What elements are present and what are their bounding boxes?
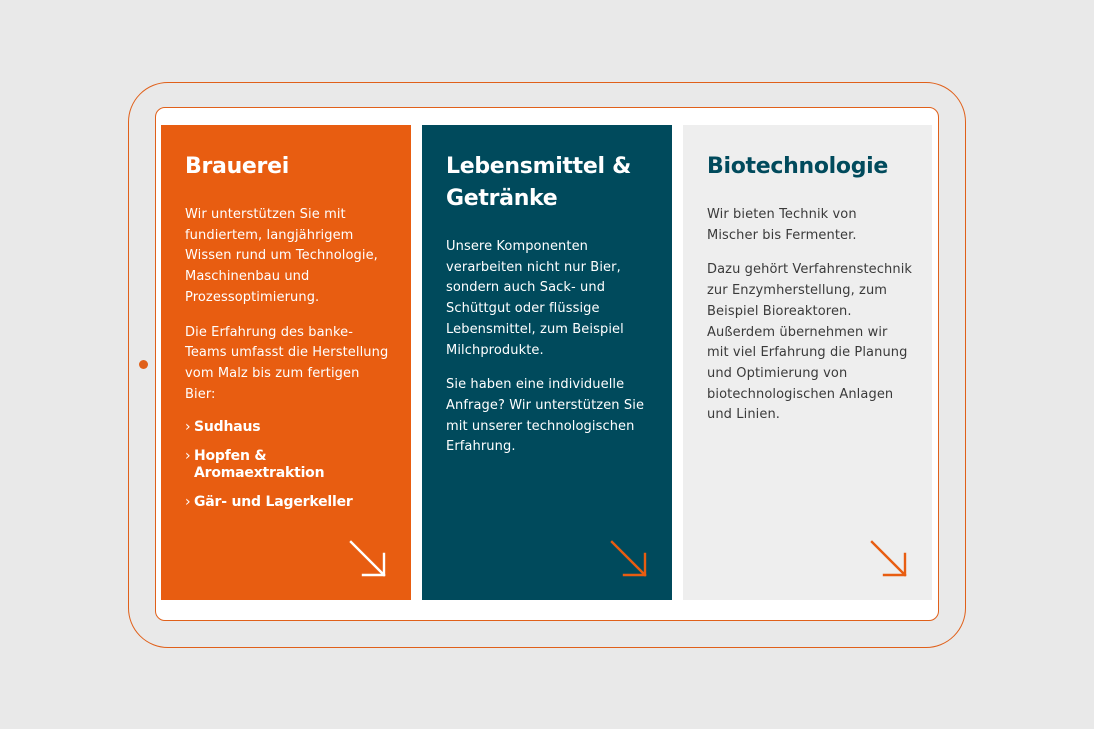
- arrow-down-right-icon[interactable]: [870, 540, 908, 578]
- card-paragraph: Die Erfahrung des banke-Teams umfasst die Herstellung vom Malz bis zum fertigen Bier:: [185, 324, 389, 402]
- card-title: Brauerei: [185, 154, 289, 179]
- arrow-down-right-icon[interactable]: [349, 540, 387, 578]
- card-paragraph: Sie haben eine individuelle Anfrage? Wir unterstützen Sie mit unserer technologischen Erfahrung.: [446, 377, 645, 455]
- arrow-down-right-icon[interactable]: [610, 540, 648, 578]
- card-paragraph: Wir bieten Technik von Mischer bis Fermenter.: [707, 207, 857, 243]
- chevron-right-icon: ›: [185, 419, 191, 436]
- card-paragraph: Dazu gehört Verfahrenstechnik zur Enzymherstellung, zum Beispiel Bioreaktoren. Außerdem übernehmen wir mit viel Erfahrung die Planung und Optimierung von biotechnologischen Anlagen und Linien.: [707, 262, 913, 423]
- list-item-label: Gär- und Lagerkeller: [194, 494, 353, 511]
- card-biotechnologie[interactable]: [683, 125, 932, 600]
- card-brauerei[interactable]: [161, 125, 411, 600]
- card-paragraph: Unsere Komponenten verarbeiten nicht nur Bier, sondern auch Sack- und Schüttgut oder flüssige Lebensmittel, zum Beispiel Milchprodukte.: [446, 239, 624, 358]
- card-paragraph: Wir unterstützen Sie mit fundiertem, langjährigem Wissen rund um Technologie, Maschinenbau und Prozessoptimierung.: [185, 207, 378, 305]
- card-title: Lebensmittel & Getränke: [446, 154, 631, 211]
- list-item-hopfen[interactable]: [185, 448, 335, 482]
- chevron-right-icon: ›: [185, 494, 191, 511]
- list-item-label: Hopfen & Aromaextraktion: [194, 448, 325, 482]
- list-item-sudhaus[interactable]: [185, 419, 387, 436]
- card-lebensmittel-getraenke[interactable]: [422, 125, 672, 600]
- home-button[interactable]: [139, 360, 148, 369]
- chevron-right-icon: ›: [185, 448, 191, 465]
- list-item-gaer-lagerkeller[interactable]: [185, 494, 387, 511]
- topic-list: [185, 419, 387, 511]
- card-title: Biotechnologie: [707, 154, 889, 179]
- list-item-label: Sudhaus: [194, 419, 261, 436]
